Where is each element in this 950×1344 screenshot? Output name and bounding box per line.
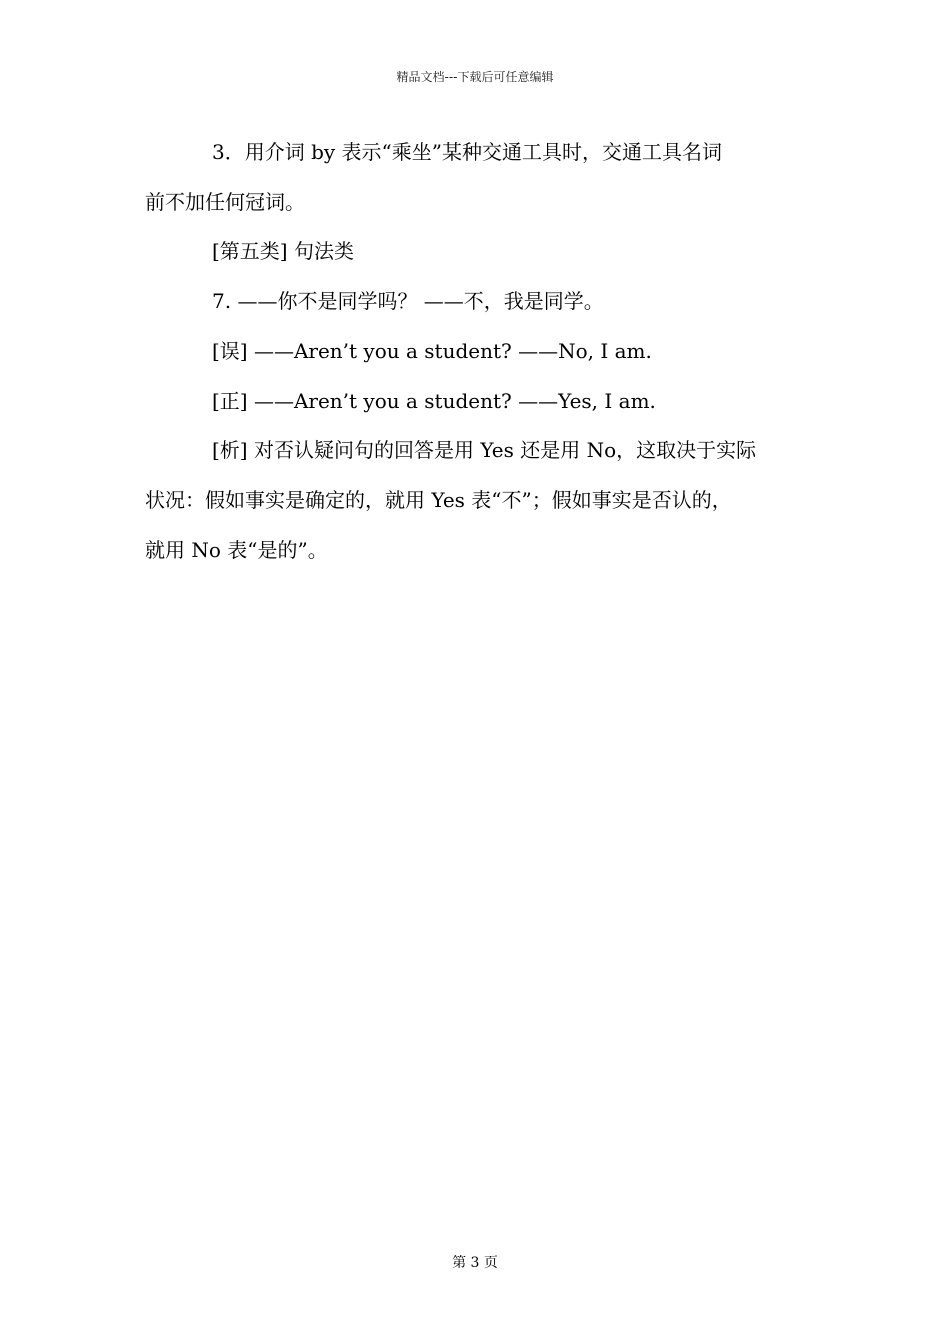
paragraph-line-1: 3．用介词 by 表示“乘坐”某种交通工具时，交通工具名词 (212, 140, 722, 164)
correct-example: [正] ——Aren’t you a student? ——Yes, I am. (212, 389, 656, 413)
analysis-line-1: [析] 对否认疑问句的回答是用 Yes 还是用 No，这取决于实际 (212, 438, 757, 462)
section-heading: [第五类] 句法类 (212, 239, 354, 263)
paragraph-line-2: 前不加任何冠词。 (145, 190, 305, 214)
page-header: 精品文档---下载后可任意编辑 (396, 70, 554, 84)
example-question: 7. ——你不是同学吗？ ——不，我是同学。 (212, 289, 604, 313)
analysis-line-2: 状况：假如事实是确定的，就用 Yes 表“不”；假如事实是否认的， (145, 488, 732, 512)
wrong-example: [误] ——Aren’t you a student? ——No, I am. (212, 339, 652, 363)
analysis-line-3: 就用 No 表“是的”。 (145, 538, 328, 562)
page-number: 第 3 页 (452, 1255, 498, 1271)
